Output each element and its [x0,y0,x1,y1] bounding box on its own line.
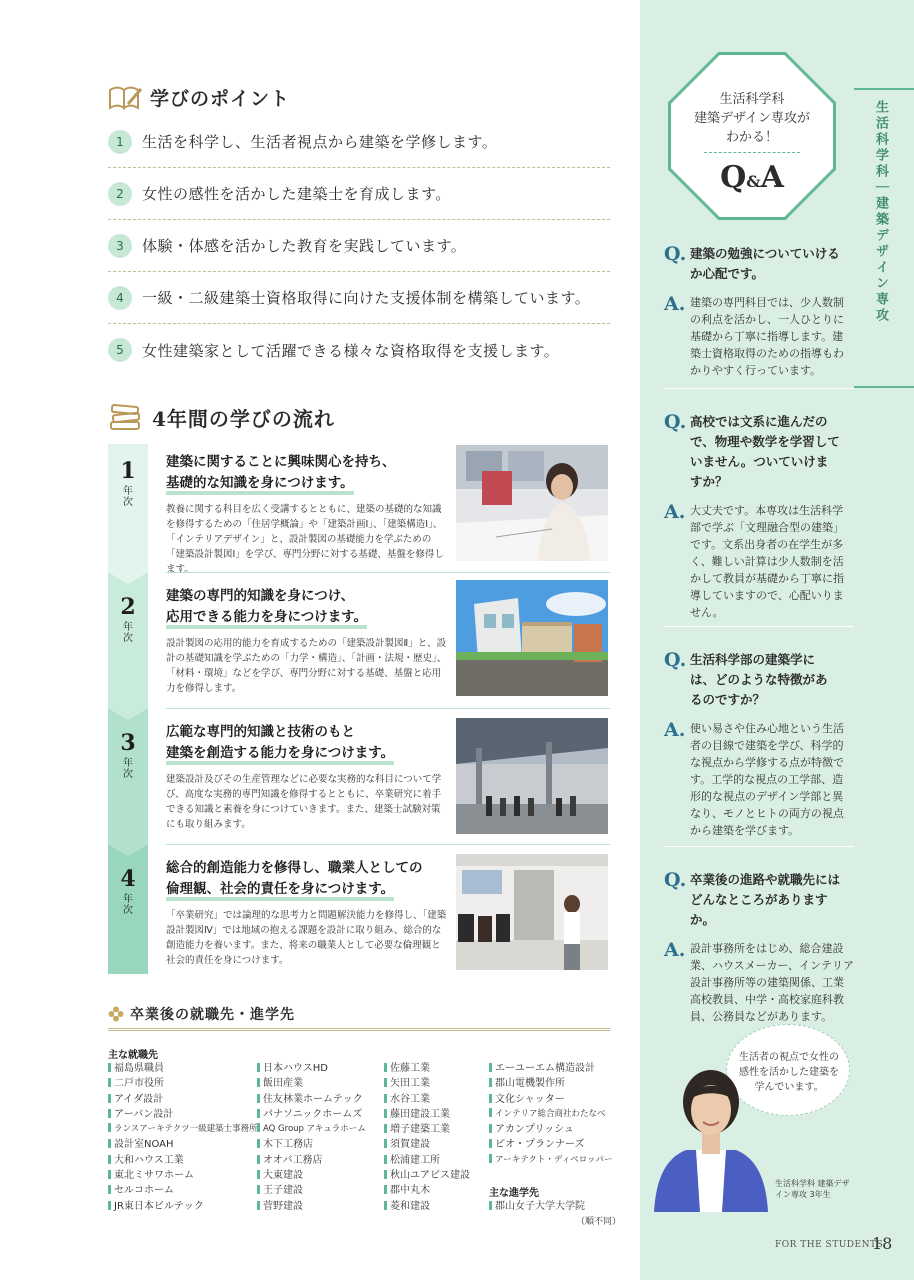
year-content [166,858,448,968]
employer-item: アーバン設計 [108,1107,258,1122]
employer-item: 文化シャッター [489,1092,613,1107]
employer-item: 矢田工業 [384,1076,470,1091]
side-rule-top [854,88,914,90]
employer-item: AQ Group アキュラホーム [257,1122,366,1137]
year-kanji: 年 次 [123,622,133,644]
qa-badge-line1: 生活科学科 [719,92,785,107]
employer-list [384,1061,470,1214]
employer-item: 二戸市役所 [108,1076,258,1091]
student-caption: 生活科学科 建築デザイン専攻 3年生 [775,1179,850,1199]
employer-item: インテリア総合商社わたなべ [489,1107,613,1122]
employer-item: 飯田産業 [257,1076,366,1091]
point-number: 4 [108,286,132,310]
employer-item: ピオ・プランナーズ [489,1137,613,1152]
employer-item: 設計室NOAH [108,1137,258,1152]
employer-item: JR東日本ビルテック [108,1199,258,1214]
point-item [108,324,610,376]
employer-item: 福島県職員 [108,1061,258,1076]
point-text: 女性の感性を活かした建築士を育成します。 [142,185,451,203]
employer-item: 須賀建設 [384,1137,470,1152]
employer-item: オオバ工務店 [257,1153,366,1168]
career-heading-text: 卒業後の就職先・進学先 [130,1007,295,1023]
model-house-photo [456,580,608,696]
grad-school: 郡山女子大学大学院 [489,1199,585,1214]
qa-badge-line3: わかる！ [725,130,778,145]
year-divider [166,572,610,573]
qa-answer: 使い易さや住み心地という生活者の目線で建築を学び、科学的な視点から学修する点が特徴です。工学的な視点の工学部、造形的な視点のデザイン学部と異なり、モノとヒトの両方の視点から建築を学びます。 [690,722,844,837]
point-number: 1 [108,130,132,154]
point-text: 体験・体感を活かした教育を実践しています。 [142,237,467,255]
points-heading [108,84,290,111]
employer-item: 日本ハウスHD [257,1061,366,1076]
year-number: 4 [120,866,136,892]
year-headline: 建築の専門的知識を身につけ、 応用できる能力を身につけます。 [166,586,448,628]
employer-item: パナソニックホームズ [257,1107,366,1122]
year-kanji: 年 次 [123,758,133,780]
employer-item: 郡中丸木 [384,1183,470,1198]
grad-heading: 主な進学先 [489,1188,539,1199]
employer-list [108,1061,258,1214]
year-description: 教養に関する科目を広く受講するとともに、建築の基礎的な知識を修得するための「住居学概論」や「建築計画Ⅰ」、「建築構造Ⅰ」、「インテリアデザイン」と、設計製図の基礎能力を学ぶための「建築設計製図Ⅰ」を学び、専門分野に対する基礎、基盤を修得します。 [166,504,444,575]
points-heading-text: 学びのポイント [150,88,291,110]
order-note: （順不同） [576,1217,622,1227]
qa-answer: 建築の専門科目では、少人数制の利点を活かし、一人ひとりに基礎から丁寧に指導します。建築士資格取得のための指導もわかりやすく行っています。 [690,296,844,377]
year-description: 設計製図の応用的能力を育成するための「建築設計製図Ⅱ」と、設計の基礎知識を学ぶための「力学・構造」、「計画・法規・歴史」、「材料・環境」などを学び、専門分野に対する基礎、基盤と応用力を修得します。 [166,638,447,694]
career-heading-rule [108,1028,610,1031]
qa-item: Q. 高校では文系に進んだので、物理や数学を学習していません。ついていけますか？ A. 大丈夫です。本専攻は生活科学部で学ぶ「文理融合型の建築」です。文系出身者の在学生が多く、難しい計算は少人数制を活かして教員が基礎から丁寧に指導していますので、心配いりません。 [664,412,854,621]
employer-item: ランスアーキテクツ一級建築士事務所 [108,1122,258,1137]
employer-list [257,1061,366,1214]
career-heading [108,1004,295,1024]
employer-list [489,1061,613,1168]
point-item [108,168,610,220]
point-item [108,220,610,272]
qa-question: 建築の勉強についていけるか心配です。 [690,246,840,281]
year-content [166,586,448,696]
employer-item: 住友林業ホームテック [257,1092,366,1107]
open-book-pencil-icon [108,86,142,110]
year-number: 2 [120,594,136,620]
point-number: 2 [108,182,132,206]
employer-item: アーキテクト・ディベロッパー [489,1153,613,1168]
seminar-room-photo [456,854,608,970]
employer-item: 佐藤工業 [384,1061,470,1076]
year-headline: 広範な専門的知識と技術のもと 建築を創造する能力を身につけます。 [166,722,448,764]
qa-badge-line2: 建築デザイン専攻が [693,111,811,126]
book-stack-icon [108,402,142,432]
qa-answer: 設計事務所をはじめ、総合建設業、ハウスメーカー、インテリア設計事務所等の建築関係、工業高校教員、中学・高校家庭科教員、公務員などがあります。 [690,942,855,1023]
qa-divider [664,626,854,627]
qa-divider [664,388,854,389]
qa-badge [668,52,836,220]
point-text: 生活を科学し、生活者視点から建築を学修します。 [142,133,498,151]
employer-item: 菱和建設 [384,1199,470,1214]
drafting-classroom-photo [456,445,608,561]
year-content [166,452,448,577]
employer-item: アイダ設計 [108,1092,258,1107]
qa-question: 卒業後の進路や就職先にはどんなところがありますか。 [690,872,841,927]
side-rule-bottom [854,386,914,388]
point-item [108,272,610,324]
qa-question: 高校では文系に進んだので、物理や数学を学習していません。ついていけますか？ [690,414,840,489]
employer-item: 増子建築工業 [384,1122,470,1137]
employer-item: 大和ハウス工業 [108,1153,258,1168]
employer-item: 松浦建工所 [384,1153,470,1168]
point-text: 女性建築家として活躍できる様々な資格取得を支援します。 [142,341,560,360]
year-headline: 総合的創造能力を修得し、職業人としての 倫理観、社会的責任を身につけます。 [166,858,448,900]
employer-item: 大東建設 [257,1168,366,1183]
employer-item: 水谷工業 [384,1092,470,1107]
construction-site-photo [456,718,608,834]
qa-badge-title: Q&A [720,160,784,195]
speech-bubble-text: 生活者の視点で女性の感性を活かした建築を学んでいます。 [739,1052,839,1093]
employer-item: 王子建設 [257,1183,366,1198]
qa-divider [664,846,854,847]
employer-item: 秋山ユアビス建設 [384,1168,470,1183]
employer-item: エーユーエム構造設計 [489,1061,613,1076]
qa-question: 生活科学部の建築学には、どのような特徴があるのですか？ [690,652,828,707]
employer-item: 東北ミサワホーム [108,1168,258,1183]
employer-item: アカンプリッシュ [489,1122,613,1137]
employer-item: 郡山電機製作所 [489,1076,613,1091]
page-number: 18 [872,1234,893,1253]
flow-heading [108,402,335,432]
year-number: 1 [120,458,136,484]
page-footer: FOR THE STUDENTS [775,1240,884,1250]
year-headline: 建築に関することに興味関心を持ち、 基礎的な知識を身につけます。 [166,452,448,494]
point-item [108,116,610,168]
employer-item: 藤田建設工業 [384,1107,470,1122]
point-text: 一級・二級建築士資格取得に向けた支援体制を構築しています。 [142,289,591,307]
employer-item: 木下工務店 [257,1137,366,1152]
point-number: 5 [108,338,132,362]
year-kanji: 年 次 [123,486,133,508]
qa-item: Q. 生活科学部の建築学には、どのような特徴があるのですか？ A. 使い易さや住み心地という生活者の目線で建築を学び、科学的な視点から学修する点が特徴です。工学的な視点の工学部、造形的な視点のデザイン学部と異なり、モノとヒトの両方の視点から建築を学びます。 [664,650,854,839]
employer-item: 菅野建設 [257,1199,366,1214]
qa-item: Q. 建築の勉強についていけるか心配です。 A. 建築の専門科目では、少人数制の利点を活かし、一人ひとりに基礎から丁寧に指導します。建築士資格取得のための指導もわかりやすく行っています。 [664,244,854,379]
year-divider [166,708,610,709]
year-content [166,722,448,832]
qa-item: Q. 卒業後の進路や就職先にはどんなところがありますか。 A. 設計事務所をはじめ、総合建設業、ハウスメーカー、インテリア設計事務所等の建築関係、工業高校教員、中学・高校家庭科教員、公務員などがあります。 [664,869,855,1023]
year-number: 3 [120,730,136,756]
qa-answer: 大丈夫です。本専攻は生活科学部で学ぶ「文理融合型の建築」です。文系出身者の在学生が多く、難しい計算は少人数制を活かして教員が基礎から丁寧に指導していますので、心配いりません。 [690,504,844,619]
point-number: 3 [108,234,132,258]
year-kanji: 年 次 [123,894,133,916]
year-description: 「卒業研究」では論理的な思考力と問題解決能力を修得し、「建築設計製図Ⅳ」では地域の抱える課題を設計に取り組み、総合的な創造能力を養います。また、将来の職業人として必要な倫理観と社会的責任を身につけます。 [166,910,447,966]
year-description: 建築設計及びその生産管理などに必要な実務的な科目について学び、高度な実務的専門知識を修得するとともに、卒業研究に着手できる知識と素養を身につけていきます。また、建築士試験対策にも取り組みます。 [166,774,442,830]
employer-item: セルコホーム [108,1183,258,1198]
side-label: 生活科学科｜建築デザイン専攻 [873,100,888,324]
flow-heading-text: 4年間の学びの流れ [152,406,335,431]
student-photo [652,1066,770,1212]
year-divider [166,844,610,845]
employers-heading: 主な就職先 [108,1050,158,1061]
flower-icon [108,1006,124,1022]
